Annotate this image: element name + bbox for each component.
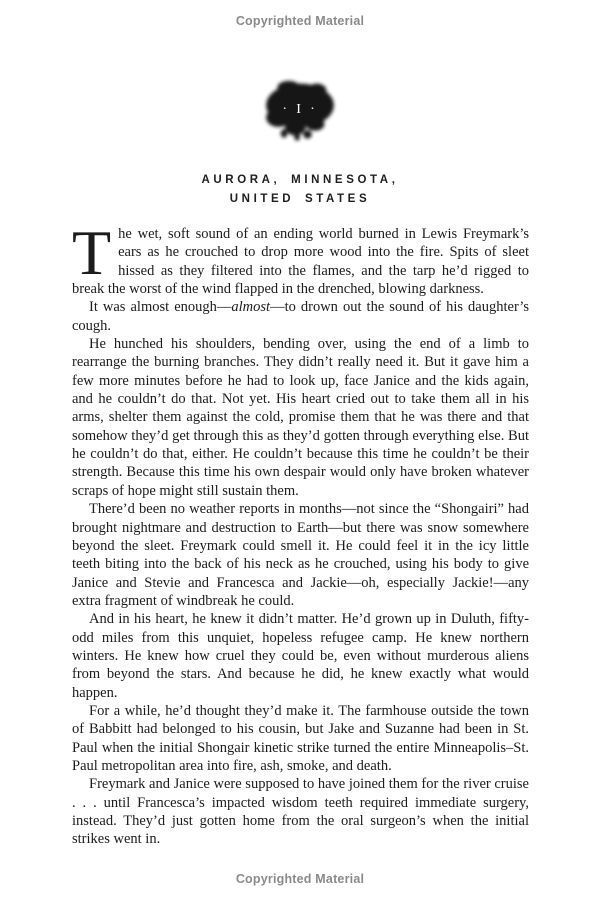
paragraph: And in his heart, he knew it didn’t matter. He’d grown up in Duluth, fifty-odd miles from this unquiet, hopeless refugee camp. He knew northern winters. He knew how cruel they could be, even without murderous aliens from beyond the stars. And because he did, he knew exactly what would happen.	[72, 611, 529, 701]
chapter-ink-blot	[253, 76, 347, 144]
copyright-notice-bottom: Copyrighted Material	[235, 872, 365, 886]
heading-line-1: AURORA, MINNESOTA,	[201, 174, 399, 186]
copyright-notice-top: Copyrighted Material	[235, 14, 365, 28]
chapter-location-heading	[0, 171, 600, 209]
paragraph: He hunched his shoulders, bending over, using the end of a limb to rearrange the burning branches. They didn’t really need it. But it gave him a few more minutes before he had to look up, face Janice and the kids again, and he couldn’t do that. Not yet. His heart cried out to take them all in his arms, shelter them against the cold, promise them that he was there and that somehow they’d get through this as they’d gotten through everything else. But he couldn’t do that, either. He couldn’t because this time he couldn’t be their strength. Because this time his own despair would only have broken whatever scraps of hope might still sustain them.	[72, 336, 529, 499]
paragraph: There’d been no weather reports in months—not since the “Shongairi” had brought nightmare and destruction to Earth—but there was snow somewhere beyond the sleet. Freymark could smell it. He could feel it in the icy little teeth biting into the back of his neck as he crouched, using his body to give Janice and Stevie and Francesca and Jackie—oh, especially Jackie!—any extra fragment of windbreak he could.	[72, 501, 529, 609]
paragraph: For a while, he’d thought they’d make it. The farmhouse outside the town of Babbitt had belonged to his cousin, but Jake and Suzanne had been in St. Paul when the initial Shongair kinetic strike turned the entire Minneapolis–St. Paul metropolitan area into fire, ash, smoke, and death.	[72, 702, 529, 774]
italic-text: almost	[231, 299, 271, 316]
drop-cap: T	[72, 217, 112, 288]
paragraph: It was almost enough—almost—to drown out the sound of his daughter’s cough.	[72, 299, 529, 334]
paragraph: The wet, soft sound of an ending world burned in Lewis Freymark’s ears as he crouched to drop more wood into the fire. Spits of sleet hissed as they filtered into the flames, and the tarp he’d rigged to break the worst of the wind flapped in the drenched, blowing darkness.	[72, 217, 529, 298]
heading-line-2: UNITED STATES	[229, 193, 371, 205]
body-text	[72, 217, 529, 849]
paragraph: Freymark and Janice were supposed to have joined them for the river cruise . . . until Francesca’s impacted wisdom teeth required immediate surgery, instead. They’d just gotten home from the oral surgeon’s when the initial strikes went in.	[72, 776, 529, 848]
ink-blot-graphic	[253, 76, 347, 144]
chapter-number: · I ·	[282, 101, 318, 118]
